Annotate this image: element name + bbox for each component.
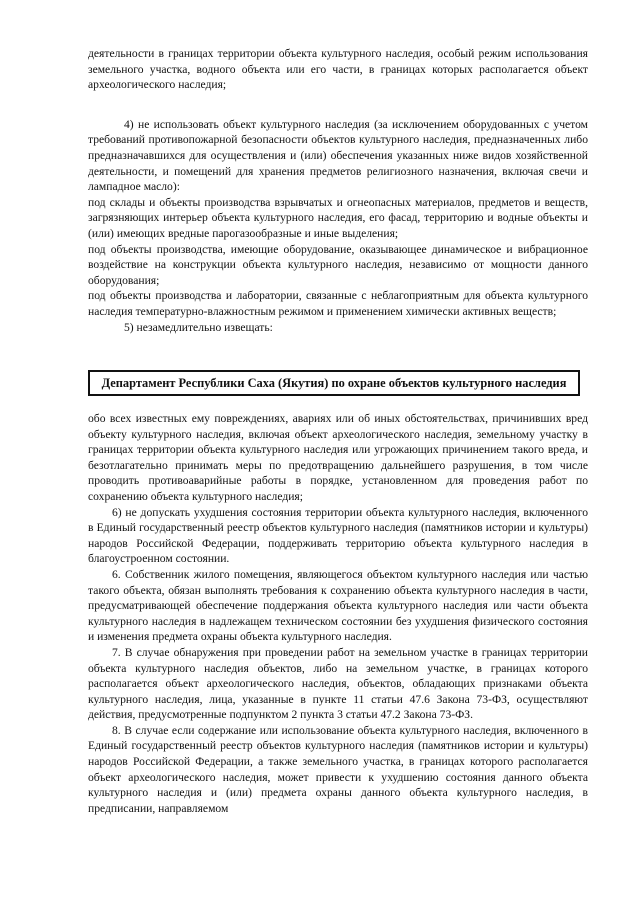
paragraph-warehouses: под склады и объекты производства взрывчатых и огнеопасных материалов, предметов и веществ, загрязняющих интерьер объекта культурного наследия, его фасад, территорию и водные объекты и (или) имеющих вредные парогазообразные и иные выделения;	[88, 195, 588, 240]
department-box	[88, 370, 580, 396]
paragraph-production-equipment: под объекты производства, имеющие оборудование, оказывающее динамическое и вибрационное воздействие на конструкции объекта культурного наследия, независимо от мощности данного оборудования;	[88, 242, 588, 287]
paragraph-notify-damages: обо всех известных ему повреждениях, авариях или об иных обстоятельствах, причинивших вред объекту культурного наследия, включая объект археологического наследия, земельному участку в границах территории объекта культурного наследия или угрожающих причинением такого вреда, и безотлагательно принимать меры по предотвращению дальнейшего разрушения, в том числе проводить противоаварийные работы в порядке, установленном для проведения работ по сохранению объекта культурного наследия;	[88, 412, 588, 503]
department-title: Департамент Республики Саха (Якутия) по охране объектов культурного наследия	[101, 375, 567, 390]
top-text-section	[88, 46, 588, 335]
bottom-text-section	[88, 411, 588, 816]
paragraph-item-6: 6) не допускать ухудшения состояния территории объекта культурного наследия, включенного в Единый государственный реестр объектов культурного наследия (памятников истории и культуры) народов Российской Федерации, поддерживать территорию объекта культурного наследия в благоустроенном состоянии.	[88, 505, 588, 566]
paragraph-continuation: деятельности в границах территории объекта культурного наследия, особый режим использования земельного участка, водного объекта или его части, в границах которых располагается объект археологического наследия;	[88, 47, 588, 92]
paragraph-section-6: 6. Собственник жилого помещения, являющегося объектом культурного наследия или частью такого объекта, обязан выполнять требования к сохранению объекта культурного наследия в части, предусматривающей обеспечение поддержания объекта культурного наследия или части объекта культурного наследия в надлежащем техническом состоянии без ухудшения физического состояния и изменения предмета охраны объекта культурного наследия.	[88, 567, 588, 644]
paragraph-laboratories: под объекты производства и лаборатории, связанные с неблагоприятным для объекта культурного наследия температурно-влажностным режимом и применением химически активных веществ;	[88, 289, 588, 318]
paragraph-section-7: 7. В случае обнаружения при проведении работ на земельном участке в границах территории объекта культурного наследия объектов, либо на земельном участке, в границах которого располагается объект археологического наследия, объектов, обладающих признаками объекта культурного наследия, лица, указанные в пункте 11 статьи 47.6 Закона 73-ФЗ, осуществляют действия, предусмотренные подпунктом 2 пункта 3 статьи 47.2 Закона 73-ФЗ.	[88, 645, 588, 722]
paragraph-item-4: 4) не использовать объект культурного наследия (за исключением оборудованных с учетом требований противопожарной безопасности объектов культурного наследия, предназначенных либо предназначавшихся для осуществления и (или) обеспечения указанных ниже видов хозяйственной деятельности, и помещений для хранения предметов религиозного назначения, включая свечи и лампадное масло):	[88, 117, 588, 194]
paragraph-section-8: 8. В случае если содержание или использование объекта культурного наследия, включенного в Единый государственный реестр объектов культурного наследия (памятников истории и культуры) народов Российской Федерации, а также земельного участка, в границах которого располагается объект археологического наследия, может привести к ухудшению состояния данного объекта культурного наследия и (или) предмета охраны данного объекта культурного наследия, в предписании, направляемом	[88, 723, 588, 815]
paragraph-item-5: 5) незамедлительно извещать:	[124, 320, 273, 334]
